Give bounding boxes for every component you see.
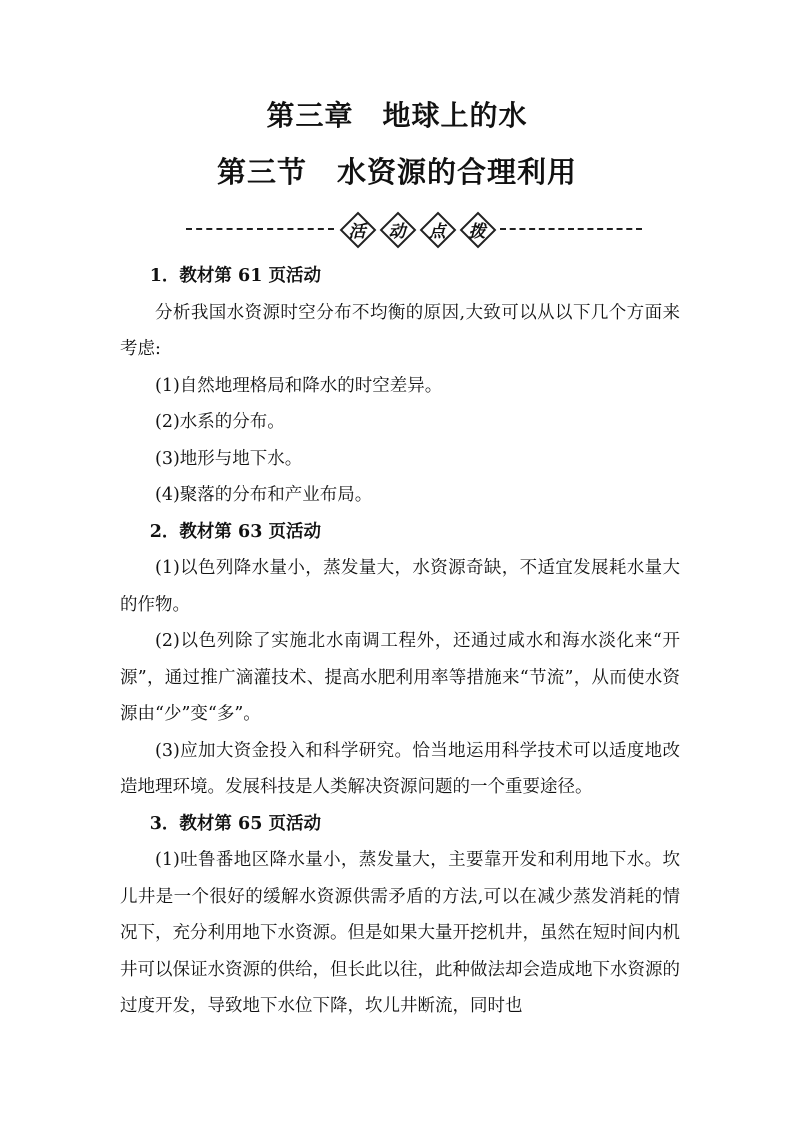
dashed-line-right <box>500 228 642 230</box>
main-content <box>120 258 680 1025</box>
activity-badge-group <box>342 212 494 246</box>
badge-char: 点 <box>428 222 446 242</box>
badge-char: 动 <box>388 222 406 242</box>
diamond-badge <box>342 214 372 244</box>
item1-point: (1)自然地理格局和降水的时空差异。 <box>155 375 443 396</box>
item2-heading: 2．教材第 63 页活动 <box>149 521 321 542</box>
item2-point: (3)应加大资金投入和科学研究。恰当地运用科学技术可以适度地改造地理环境。发展科技是人类解决资源问题的一个重要途径。 <box>120 740 680 797</box>
activity-divider <box>186 212 642 246</box>
diamond-badge <box>382 214 412 244</box>
item3-heading: 3．教材第 65 页活动 <box>149 813 321 834</box>
badge-char: 拨 <box>468 222 486 242</box>
diamond-badge <box>462 214 492 244</box>
item1-heading: 1．教材第 61 页活动 <box>149 266 321 286</box>
dashed-line-left <box>186 228 334 230</box>
badge-char: 活 <box>348 222 366 242</box>
diamond-badge <box>422 214 452 244</box>
section-title: 第三节 水资源的合理利用 <box>216 155 577 189</box>
item1-point: (4)聚落的分布和产业布局。 <box>155 485 373 505</box>
item1-point: (3)地形与地下水。 <box>155 448 303 469</box>
item3-point: (1)吐鲁番地区降水量小，蒸发量大，主要靠开发和利用地下水。坎儿井是一个很好的缓解水资源供需矛盾的方法,可以在减少蒸发消耗的情况下，充分利用地下水资源。但是如果大量开挖机井，虽然在短时间内机井可以保证水资源的供给，但长此以往，此种做法却会造成地下水资源的过度开发，导致地下水位下降，坎儿井断流，同时也 <box>120 850 680 1016</box>
chapter-title: 第三章 地球上的水 <box>266 99 528 132</box>
item2-point: (2)以色列除了实施北水南调工程外，还通过咸水和海水淡化来“开源”，通过推广滴灌技术、提高水肥利用率等措施来“节流”，从而使水资源由“少”变“多”。 <box>120 631 680 724</box>
item1-point: (2)水系的分布。 <box>155 412 285 432</box>
item1-intro: 分析我国水资源时空分布不均衡的原因,大致可以从以下几个方面来考虑: <box>120 302 680 359</box>
item2-point: (1)以色列降水量小，蒸发量大，水资源奇缺，不适宜发展耗水量大的作物。 <box>120 558 680 615</box>
